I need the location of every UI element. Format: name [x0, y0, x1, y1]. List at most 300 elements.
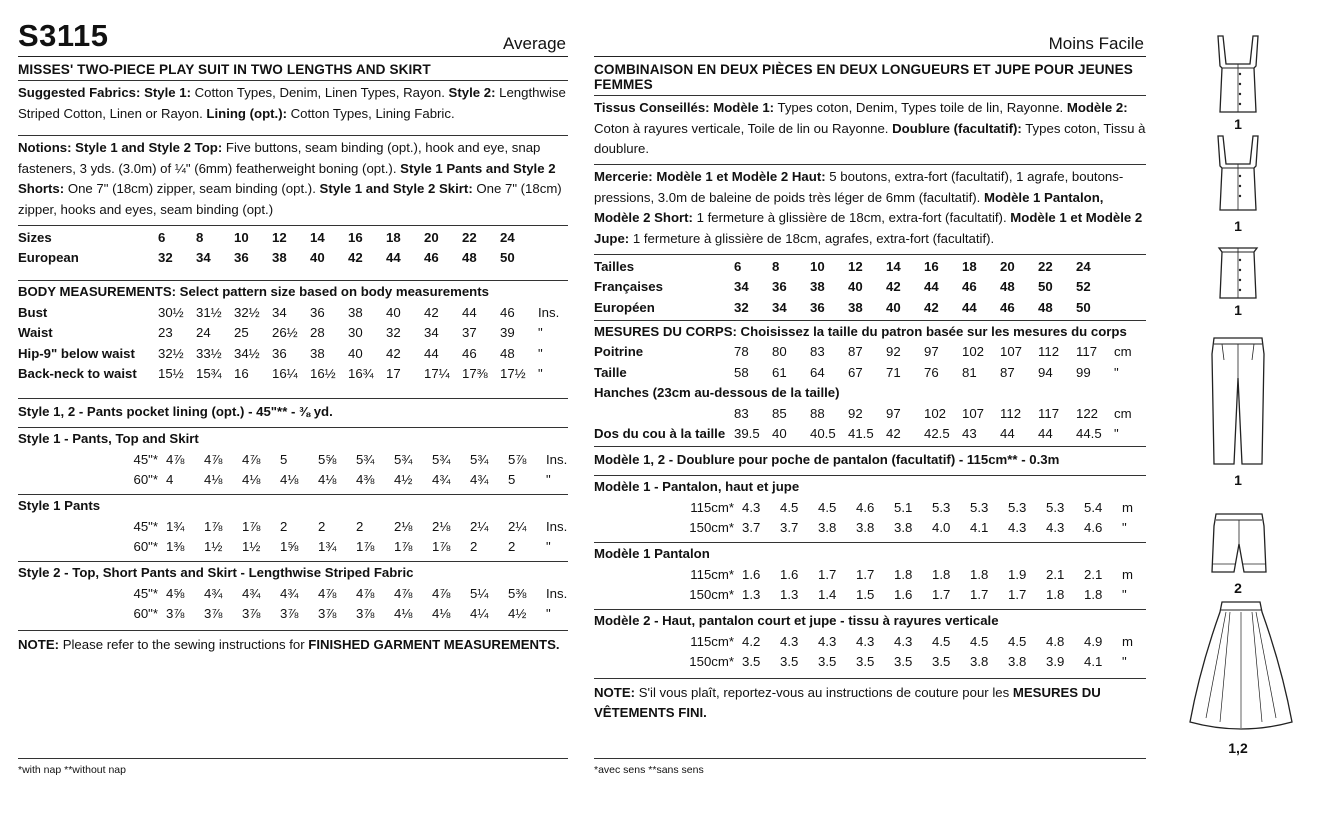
value-cell: 4⅛	[394, 606, 413, 622]
value-cell: 4⅞	[166, 451, 185, 467]
value-cell: 4¾	[242, 585, 261, 601]
table-row	[18, 604, 568, 625]
value-cell: 46	[1000, 299, 1015, 315]
row-label: 45"*	[133, 585, 158, 601]
value-cell: 17¼	[424, 366, 450, 382]
value-cell: 30	[348, 325, 363, 341]
value-cell: 4⅛	[318, 472, 337, 488]
value-cell: 4½	[394, 472, 413, 488]
pattern-title: MISSES' TWO-PIECE PLAY SUIT IN TWO LENGTHS AND SKIRT	[18, 62, 431, 77]
value-cell: 3⅞	[318, 606, 337, 622]
value-cell: 44	[462, 304, 477, 320]
top-long-straps-illustration	[1214, 34, 1262, 114]
value-cell: 4⅜	[356, 472, 375, 488]
value-cell: 4.3	[856, 633, 875, 649]
value-cell: 1.4	[818, 587, 837, 603]
value-cell: 1.7	[856, 566, 875, 582]
value-cell: 67	[848, 364, 863, 380]
value-cell: 5¾	[470, 451, 489, 467]
value-cell: 4.0	[932, 520, 951, 536]
difficulty-level: Average	[502, 34, 566, 53]
value-cell: 4½	[508, 606, 527, 622]
yardage-section-title: Modèle 2 - Haut, pantalon court et jupe - tissu à rayures verticale	[594, 613, 999, 628]
value-cell: 5¾	[356, 451, 375, 467]
unit-cell: "	[546, 606, 551, 622]
unit-cell: Ins.	[546, 585, 568, 601]
value-cell: 2	[508, 539, 516, 555]
value-cell: 4.3	[780, 633, 799, 649]
notions-fr: Mercerie: Modèle 1 et Modèle 2 Haut: 5 boutons, extra-fort (facultatif), 1 agrafe, boutons-pressions, 3.0m de baleine de poids très léger de 6mm (facultatif). Modèle 1 Pantalon, Modèle 2 Short: 1 fermeture à glissière de 18cm, extra-fort (facultatif). Modèle 1 et Modèle 2 Jupe: 1 fermeture à glissière de 18cm, agrafes, extra-fort (facultatif).	[594, 169, 1143, 246]
value-cell: 2¼	[508, 518, 527, 534]
value-cell: 48	[1038, 299, 1053, 315]
value-cell: 97	[924, 344, 939, 360]
value-cell: 1.8	[1084, 587, 1103, 603]
pattern-title-fr: COMBINAISON EN DEUX PIÈCES EN DEUX LONGUEURS ET JUPE POUR JEUNES FEMMES	[594, 62, 1133, 92]
table-row	[18, 364, 568, 385]
notions: Notions: Style 1 and Style 2 Top: Five buttons, seam binding (opt.), hook and eye, snap fasteners, 3 yds. (3.0m) of ¼" (6mm) featherweight boning (opt.). Style 1 Pants and Style 2 Shorts: One 7" (18cm) zipper, seam binding (opt.). Style 1 and Style 2 Skirt: One 7" (18cm) zipper, hooks and eyes, seam binding (opt.)	[18, 140, 562, 217]
table-row	[18, 227, 568, 248]
suggested-fabrics-fr: Tissus Conseillés: Modèle 1: Types coton, Denim, Types toile de lin, Rayonne. Modèle 2: Coton à rayures verticale, Toile de lin ou Rayonne. Doublure (facultatif): Types coton, Tissu à doublure.	[594, 100, 1146, 156]
value-cell: 46	[424, 250, 439, 266]
value-cell: 1.5	[856, 587, 875, 603]
illustration-label: 1	[1234, 116, 1242, 132]
value-cell: 3⅞	[204, 606, 223, 622]
value-cell: 112	[1000, 405, 1022, 421]
value-cell: 42	[348, 250, 363, 266]
body-measurements-title: BODY MEASUREMENTS: Select pattern size based on body measurements	[18, 284, 489, 299]
table-row	[594, 424, 1146, 445]
value-cell: 46	[462, 345, 477, 361]
value-cell: 12	[848, 258, 863, 274]
value-cell: 3⅞	[242, 606, 261, 622]
value-cell: 48	[500, 345, 515, 361]
value-cell: 20	[1000, 258, 1015, 274]
value-cell: 32½	[158, 345, 184, 361]
value-cell: 17	[386, 366, 401, 382]
value-cell: 5.3	[1008, 499, 1027, 515]
value-cell: 37	[462, 325, 477, 341]
unit-cell	[538, 248, 568, 269]
value-cell: 38	[810, 279, 825, 295]
value-cell: 80	[772, 344, 787, 360]
value-cell: 117	[1076, 344, 1098, 360]
value-cell: 5¾	[394, 451, 413, 467]
table-row	[594, 403, 1146, 424]
unit-cell	[1114, 297, 1146, 318]
english-column	[18, 0, 568, 655]
value-cell: 28	[310, 325, 325, 341]
row-label: 60"*	[133, 472, 158, 488]
unit-cell: Ins.	[538, 304, 560, 320]
value-cell: 102	[924, 405, 947, 421]
value-cell: 4.8	[1046, 633, 1065, 649]
row-label: Sizes	[18, 229, 52, 245]
row-label: 115cm*	[690, 633, 734, 649]
value-cell: 4⅞	[204, 451, 223, 467]
value-cell: 36	[310, 304, 325, 320]
value-cell: 33½	[196, 345, 222, 361]
value-cell: 5.1	[894, 499, 913, 515]
value-cell: 117	[1038, 405, 1060, 421]
value-cell: 8	[772, 258, 780, 274]
row-label: 150cm*	[689, 587, 734, 603]
value-cell: 32	[386, 325, 401, 341]
top-strapless-illustration	[1216, 244, 1260, 302]
value-cell: 34	[196, 250, 211, 266]
value-cell: 97	[886, 405, 901, 421]
value-cell: 4.3	[894, 633, 913, 649]
skirt-illustration	[1186, 598, 1296, 738]
footnote-en: *with nap **without nap	[18, 764, 126, 776]
value-cell: 32	[158, 250, 173, 266]
value-cell: 1.7	[932, 587, 951, 603]
value-cell: 3.7	[780, 520, 799, 536]
value-cell: 23	[158, 325, 173, 341]
table-row	[18, 537, 568, 558]
note: NOTE: Please refer to the sewing instructions for FINISHED GARMENT MEASUREMENTS.	[18, 637, 560, 652]
body-measurements-table	[18, 302, 568, 384]
value-cell: 2	[280, 518, 288, 534]
value-cell: 31½	[196, 304, 222, 320]
value-cell: 3.5	[742, 654, 761, 670]
unit-cell	[1114, 277, 1146, 298]
value-cell: 16¼	[272, 366, 298, 382]
value-cell: 5¾	[432, 451, 451, 467]
value-cell: 34	[772, 299, 787, 315]
value-cell: 50	[1038, 279, 1053, 295]
value-cell: 4.3	[818, 633, 837, 649]
value-cell: 3.8	[970, 654, 989, 670]
note-fr: NOTE: S'il vous plaît, reportez-vous au instructions de couture pour les MESURES DU VÊTEMENTS FINI.	[594, 685, 1101, 720]
table-row	[594, 362, 1146, 383]
yardage-sections-fr	[594, 475, 1146, 672]
unit-cell: "	[538, 366, 543, 382]
value-cell: 30½	[158, 304, 184, 320]
value-cell: 38	[310, 345, 325, 361]
value-cell: 1.3	[742, 587, 761, 603]
value-cell: 50	[500, 250, 515, 266]
yardage-section-title: Style 1 Pants	[18, 498, 101, 513]
value-cell: 4⅛	[280, 472, 299, 488]
value-cell: 6	[158, 229, 166, 245]
row-label: 150cm*	[689, 654, 734, 670]
unit-cell: "	[538, 325, 543, 341]
value-cell: 39.5	[734, 426, 760, 442]
value-cell: 34½	[234, 345, 260, 361]
value-cell: 4.5	[818, 499, 837, 515]
yardage-table	[594, 631, 1146, 672]
value-cell: 14	[310, 229, 325, 245]
row-label: Tailles	[594, 258, 635, 274]
value-cell: 2	[356, 518, 364, 534]
header-fr	[594, 0, 1146, 56]
value-cell: 1⅜	[166, 539, 185, 555]
value-cell: 1.7	[970, 587, 989, 603]
value-cell: 76	[924, 364, 939, 380]
table-row	[18, 516, 568, 537]
value-cell: 3.5	[894, 654, 913, 670]
value-cell: 10	[810, 258, 825, 274]
unit-cell: m	[1122, 566, 1133, 582]
yardage-table	[18, 583, 568, 624]
value-cell: 1⅞	[204, 518, 223, 534]
value-cell: 4⅞	[432, 585, 451, 601]
value-cell: 4¼	[470, 606, 489, 622]
value-cell: 16	[924, 258, 939, 274]
row-label: Hip-9" below waist	[18, 345, 135, 361]
value-cell: 3.7	[742, 520, 761, 536]
pocket-lining-line: Style 1, 2 - Pants pocket lining (opt.) - 45"** - ⅜ yd.	[18, 404, 333, 419]
value-cell: 8	[196, 229, 204, 245]
value-cell: 58	[734, 364, 749, 380]
value-cell: 52	[1076, 279, 1091, 295]
value-cell: 2¼	[470, 518, 489, 534]
unit-cell: cm	[1114, 405, 1132, 421]
value-cell: 4.5	[1008, 633, 1027, 649]
value-cell: 44	[924, 279, 939, 295]
value-cell: 6	[734, 258, 742, 274]
value-cell: 4⅛	[242, 472, 261, 488]
table-row	[594, 518, 1146, 539]
value-cell: 2.1	[1046, 566, 1065, 582]
value-cell: 1¾	[318, 539, 337, 555]
suggested-fabrics: Suggested Fabrics: Style 1: Cotton Types, Denim, Linen Types, Rayon. Style 2: Lengthwise Striped Cotton, Linen or Rayon. Lining (opt.): Cotton Types, Lining Fabric.	[18, 85, 566, 121]
value-cell: 38	[348, 304, 363, 320]
footnote-fr: *avec sens **sans sens	[594, 764, 704, 776]
value-cell: 3.5	[818, 654, 837, 670]
value-cell: 42	[924, 299, 939, 315]
value-cell: 5¼	[470, 585, 489, 601]
yardage-section-title: Style 2 - Top, Short Pants and Skirt - Lengthwise Striped Fabric	[18, 565, 414, 580]
value-cell: 15¾	[196, 366, 222, 382]
value-cell: 22	[1038, 258, 1053, 274]
value-cell: 4⅝	[166, 585, 185, 601]
value-cell: 4.6	[1084, 520, 1103, 536]
body-measurements-title-fr: MESURES DU CORPS: Choisissez la taille du patron basée sur les mesures du corps	[594, 323, 1127, 339]
table-row	[594, 383, 1146, 404]
value-cell: 4.1	[970, 520, 989, 536]
value-cell: 32	[734, 299, 749, 315]
value-cell: 85	[772, 405, 787, 421]
value-cell: 4¾	[470, 472, 489, 488]
table-row	[594, 585, 1146, 606]
table-row	[18, 449, 568, 470]
illustration-label: 1,2	[1228, 740, 1248, 756]
value-cell: 1.6	[780, 566, 799, 582]
value-cell: 10	[234, 229, 249, 245]
size-table	[18, 227, 568, 268]
garment-illustrations	[1180, 0, 1310, 813]
unit-cell: m	[1122, 633, 1133, 649]
value-cell: 42	[886, 426, 901, 442]
french-column	[594, 0, 1146, 723]
value-cell: 1.6	[742, 566, 761, 582]
value-cell: 5.3	[932, 499, 951, 515]
pants-illustration	[1208, 334, 1268, 468]
value-cell: 34	[734, 279, 749, 295]
value-cell: 38	[272, 250, 287, 266]
row-label: 45"*	[133, 518, 158, 534]
value-cell: 2	[470, 539, 478, 555]
shorts-illustration	[1210, 510, 1268, 576]
value-cell: 5	[508, 472, 516, 488]
row-label: 60"*	[133, 606, 158, 622]
unit-cell: "	[1122, 587, 1127, 603]
value-cell: 1.6	[894, 587, 913, 603]
value-cell: 4⅞	[318, 585, 337, 601]
value-cell: 3.5	[780, 654, 799, 670]
value-cell: 1.8	[894, 566, 913, 582]
value-cell: 5.4	[1084, 499, 1103, 515]
unit-cell: "	[1122, 654, 1127, 670]
value-cell: 99	[1076, 364, 1091, 380]
value-cell: 81	[962, 364, 977, 380]
row-label: European	[18, 250, 79, 266]
value-cell: 4⅞	[394, 585, 413, 601]
value-cell: 4.3	[1008, 520, 1027, 536]
value-cell: 61	[772, 364, 787, 380]
yardage-table	[18, 516, 568, 557]
value-cell: 48	[1000, 279, 1015, 295]
value-cell: 71	[886, 364, 901, 380]
row-label: Taille	[594, 364, 627, 380]
value-cell: 102	[962, 344, 985, 360]
value-cell: 2.1	[1084, 566, 1103, 582]
value-cell: 38	[848, 299, 863, 315]
value-cell: 88	[810, 405, 825, 421]
value-cell: 107	[962, 405, 985, 421]
value-cell: 40.5	[810, 426, 836, 442]
value-cell: 3⅞	[166, 606, 185, 622]
table-row	[18, 343, 568, 364]
value-cell: 78	[734, 344, 749, 360]
value-cell: 42	[424, 304, 439, 320]
value-cell: 17½	[500, 366, 526, 382]
value-cell: 4.1	[1084, 654, 1103, 670]
value-cell: 5.3	[970, 499, 989, 515]
value-cell: 1⅞	[356, 539, 375, 555]
value-cell: 112	[1038, 344, 1060, 360]
value-cell: 46	[500, 304, 515, 320]
body-measurements-table-fr	[594, 342, 1146, 445]
value-cell: 44	[386, 250, 401, 266]
value-cell: 4⅞	[242, 451, 261, 467]
unit-cell: m	[1122, 499, 1133, 515]
row-label: 150cm*	[689, 520, 734, 536]
row-label: Waist	[18, 325, 53, 341]
top-short-illustration	[1214, 134, 1262, 214]
table-row	[18, 302, 568, 323]
value-cell: 3.9	[1046, 654, 1065, 670]
value-cell: 44	[1038, 426, 1053, 442]
value-cell: 15½	[158, 366, 184, 382]
row-label: 45"*	[133, 451, 158, 467]
value-cell: 1⅞	[394, 539, 413, 555]
yardage-section-title: Style 1 - Pants, Top and Skirt	[18, 431, 199, 446]
value-cell: 92	[848, 405, 863, 421]
value-cell: 48	[462, 250, 477, 266]
value-cell: 87	[848, 344, 863, 360]
value-cell: 64	[810, 364, 825, 380]
value-cell: 42.5	[924, 426, 950, 442]
yardage-table	[18, 449, 568, 490]
value-cell: 50	[1076, 299, 1091, 315]
value-cell: 34	[272, 304, 287, 320]
value-cell: 1.8	[932, 566, 951, 582]
value-cell: 1.8	[970, 566, 989, 582]
value-cell: 22	[462, 229, 477, 245]
value-cell: 1.3	[780, 587, 799, 603]
value-cell: 44	[424, 345, 439, 361]
value-cell: 3⅞	[356, 606, 375, 622]
value-cell: 1⅞	[242, 518, 261, 534]
value-cell: 4.6	[856, 499, 875, 515]
value-cell: 42	[386, 345, 401, 361]
table-row	[594, 631, 1146, 652]
unit-cell: cm	[1114, 344, 1132, 360]
value-cell: 87	[1000, 364, 1015, 380]
row-label: Européen	[594, 299, 655, 315]
value-cell: 4⅛	[432, 606, 451, 622]
value-cell: 1.7	[1008, 587, 1027, 603]
value-cell: 34	[424, 325, 439, 341]
unit-cell: "	[1122, 520, 1127, 536]
value-cell: 4¾	[432, 472, 451, 488]
yardage-table	[594, 497, 1146, 538]
value-cell: 4.2	[742, 633, 761, 649]
value-cell: 3.8	[1008, 654, 1027, 670]
value-cell: 36	[772, 279, 787, 295]
table-row	[594, 652, 1146, 673]
illustration-label: 1	[1234, 472, 1242, 488]
value-cell: 4⅛	[204, 472, 223, 488]
table-row	[594, 497, 1146, 518]
value-cell: 44	[962, 299, 977, 315]
row-label: Hanches (23cm au-dessous de la taille)	[594, 385, 840, 401]
value-cell: 24	[500, 229, 515, 245]
value-cell: 4.5	[780, 499, 799, 515]
value-cell: 5⅝	[318, 451, 337, 467]
value-cell: 44	[1000, 426, 1015, 442]
value-cell: 18	[962, 258, 977, 274]
row-label: Bust	[18, 304, 48, 320]
unit-cell: Ins.	[546, 518, 568, 534]
table-row	[594, 297, 1146, 318]
yardage-sections	[18, 427, 568, 624]
value-cell: 4.9	[1084, 633, 1103, 649]
value-cell: 3.5	[856, 654, 875, 670]
value-cell: 3.5	[932, 654, 951, 670]
value-cell: 5⅜	[508, 585, 527, 601]
row-label: 60"*	[133, 539, 158, 555]
value-cell: 2	[318, 518, 326, 534]
value-cell: 40	[848, 279, 863, 295]
unit-cell: "	[1114, 426, 1119, 442]
value-cell: 16¾	[348, 366, 374, 382]
value-cell: 3.8	[856, 520, 875, 536]
illustration-label: 1	[1234, 218, 1242, 234]
value-cell: 2⅛	[394, 518, 413, 534]
value-cell: 1⅝	[280, 539, 299, 555]
value-cell: 3⅞	[280, 606, 299, 622]
value-cell: 92	[886, 344, 901, 360]
value-cell: 1¾	[166, 518, 185, 534]
value-cell: 44.5	[1076, 426, 1102, 442]
table-row	[18, 248, 568, 269]
value-cell: 1½	[242, 539, 261, 555]
row-label: Dos du cou à la taille	[594, 426, 726, 442]
value-cell: 1.9	[1008, 566, 1027, 582]
